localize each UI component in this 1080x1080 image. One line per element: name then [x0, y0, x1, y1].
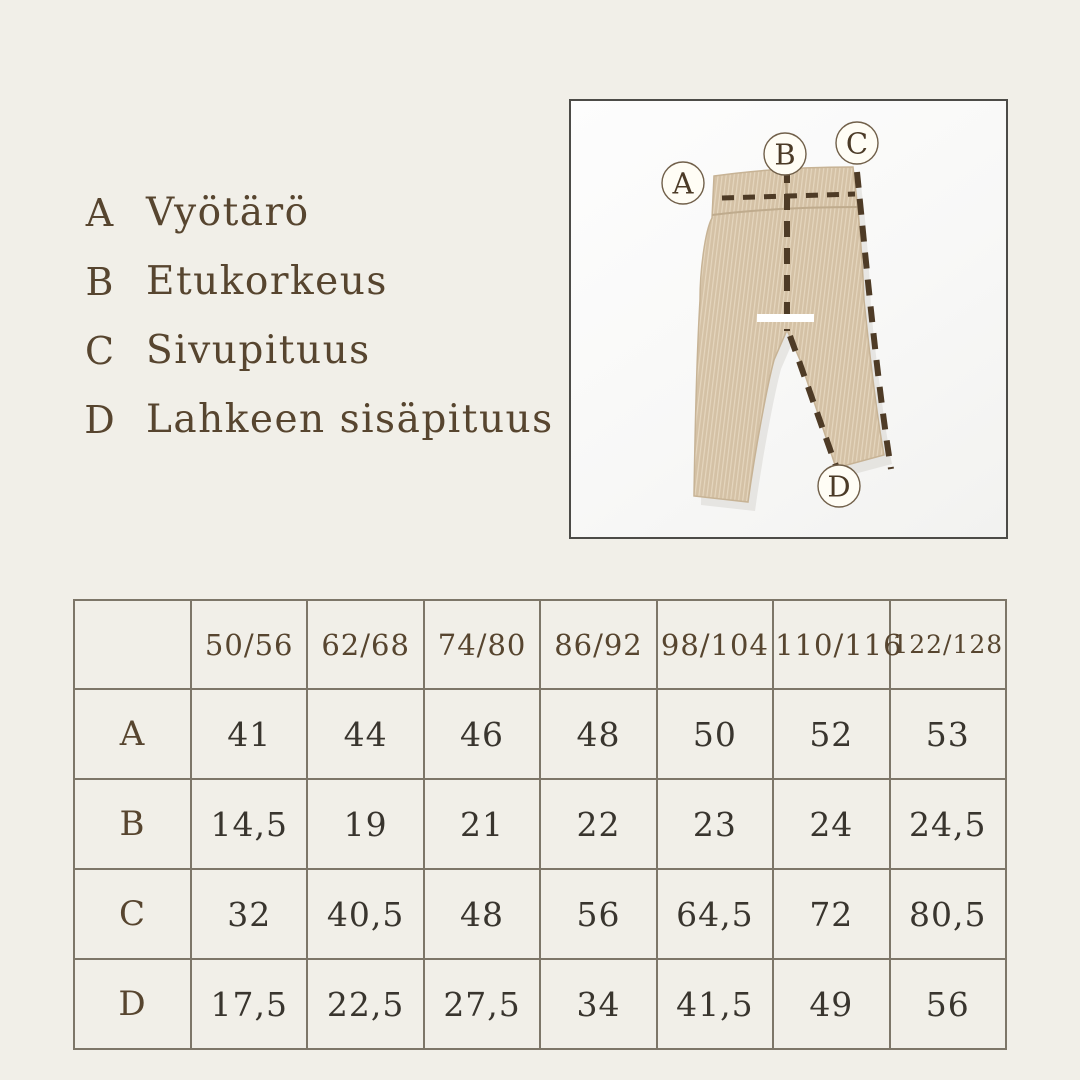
size-value-cell: 24,5 [890, 779, 1006, 869]
size-table-row [74, 779, 1006, 869]
size-table-row [74, 959, 1006, 1049]
size-value-cell: 24 [773, 779, 889, 869]
size-value-cell: 21 [424, 779, 540, 869]
size-value-cell: 27,5 [424, 959, 540, 1049]
size-column-header: 50/56 [191, 600, 307, 689]
measurement-legend [76, 178, 554, 454]
measurement-row-label: D [74, 959, 191, 1049]
legend-label-b: Etukorkeus [146, 259, 388, 304]
size-value-cell: 23 [657, 779, 773, 869]
size-value-cell: 40,5 [307, 869, 423, 959]
size-value-cell: 64,5 [657, 869, 773, 959]
legend-item-b [76, 247, 554, 316]
legend-item-a [76, 178, 554, 247]
size-value-cell: 80,5 [890, 869, 1006, 959]
legend-label-d: Lahkeen sisäpituus [146, 397, 554, 442]
legend-key-d: D [84, 397, 116, 442]
leggings-measurement-diagram [571, 101, 1006, 537]
size-value-cell: 72 [773, 869, 889, 959]
size-column-header: 122/128 [890, 600, 1006, 689]
measurement-badge-a [662, 162, 704, 204]
product-photo-box [569, 99, 1008, 539]
size-table [73, 599, 1007, 1050]
size-value-cell: 56 [540, 869, 656, 959]
size-value-cell: 56 [890, 959, 1006, 1049]
legend-key-b: B [85, 259, 115, 304]
size-table-corner-cell [74, 600, 191, 689]
measurement-row-label: B [74, 779, 191, 869]
badge-letter-b: B [774, 137, 796, 172]
measurement-badge-b [764, 133, 806, 175]
badge-letter-c: C [845, 126, 869, 161]
size-value-cell: 49 [773, 959, 889, 1049]
size-value-cell: 50 [657, 689, 773, 779]
size-column-header: 86/92 [540, 600, 656, 689]
size-column-header: 98/104 [657, 600, 773, 689]
size-value-cell: 41 [191, 689, 307, 779]
size-table-row [74, 869, 1006, 959]
measurement-badge-c [836, 122, 878, 164]
size-value-cell: 48 [540, 689, 656, 779]
badge-letter-a: A [672, 166, 694, 201]
size-column-header: 74/80 [424, 600, 540, 689]
size-value-cell: 44 [307, 689, 423, 779]
legend-item-d [76, 385, 554, 454]
size-table-header-row [74, 600, 1006, 689]
legend-key-a: A [85, 190, 115, 235]
legend-item-c [76, 316, 554, 385]
size-table-row [74, 689, 1006, 779]
leggings-photo [694, 167, 884, 502]
size-column-header: 110/116 [773, 600, 889, 689]
badge-letter-d: D [827, 469, 851, 504]
size-value-cell: 48 [424, 869, 540, 959]
legend-key-c: C [84, 328, 116, 373]
legend-label-c: Sivupituus [146, 328, 371, 373]
measurement-row-label: C [74, 869, 191, 959]
size-value-cell: 52 [773, 689, 889, 779]
size-value-cell: 22,5 [307, 959, 423, 1049]
size-value-cell: 14,5 [191, 779, 307, 869]
size-value-cell: 41,5 [657, 959, 773, 1049]
size-value-cell: 17,5 [191, 959, 307, 1049]
size-table-body [74, 689, 1006, 1049]
size-value-cell: 32 [191, 869, 307, 959]
size-value-cell: 46 [424, 689, 540, 779]
size-value-cell: 22 [540, 779, 656, 869]
size-value-cell: 19 [307, 779, 423, 869]
size-column-header: 62/68 [307, 600, 423, 689]
measurement-badge-d [818, 465, 860, 507]
legend-label-a: Vyötärö [146, 190, 310, 235]
measurement-row-label: A [74, 689, 191, 779]
size-value-cell: 53 [890, 689, 1006, 779]
size-value-cell: 34 [540, 959, 656, 1049]
size-table-head [74, 600, 1006, 689]
